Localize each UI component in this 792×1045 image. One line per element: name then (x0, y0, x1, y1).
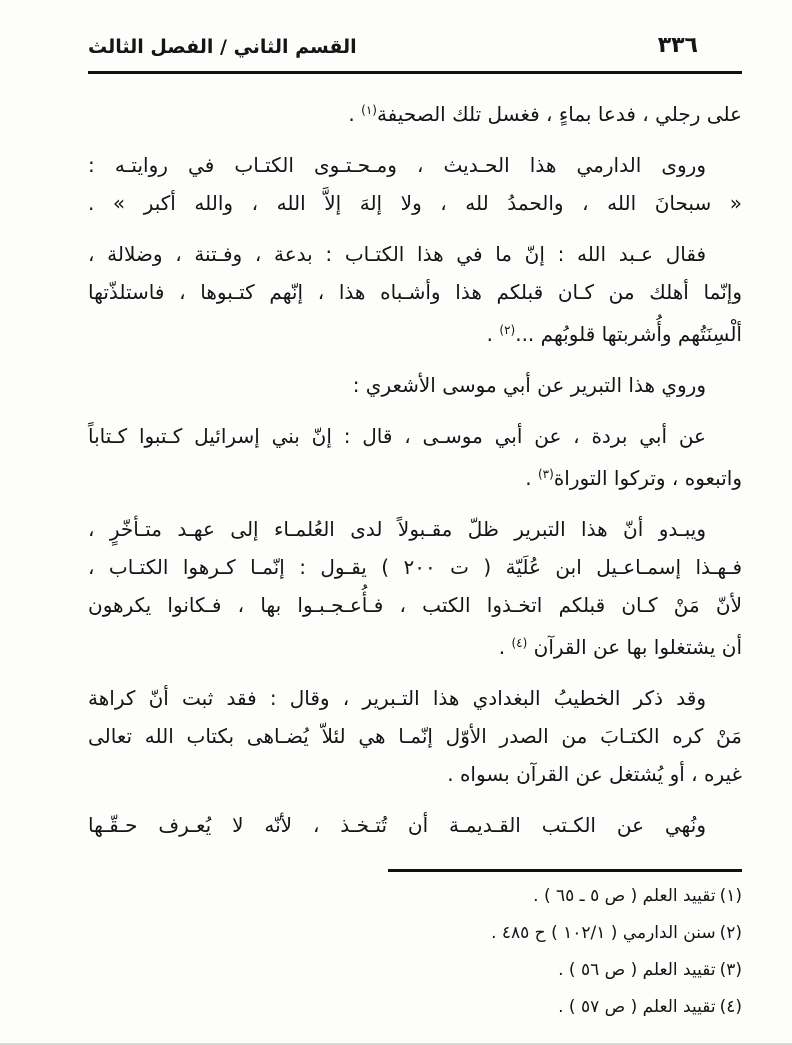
line-text: . (498, 635, 512, 659)
body-line (88, 235, 742, 273)
line-text: . (486, 322, 500, 346)
footnote-item (88, 989, 742, 1026)
footnote-marker: (١) (361, 103, 377, 117)
line-text: ويبـدو أنّ هذا التبرير ظلّ مقـبولاً لدى العُلمـاء إلى عهـد متـأخّرٍ ، (88, 517, 706, 541)
line-text: فقال عـبد الله : إنّ ما في هذا الكتـاب : بدعة ، وفـتنة ، وضلالة ، (88, 242, 706, 266)
line-text: فـهـذا إسمـاعـيل ابن عُلَيّة ( ت ٢٠٠ ) يقـول : إنّمـا كـرهوا الكتـاب ، (88, 555, 743, 579)
body-line (88, 806, 742, 844)
body-line (88, 273, 742, 311)
body-line (88, 146, 742, 184)
line-text: « سبحانَ الله ، والحمدُ لله ، ولا إلهَ إلاَّ الله ، والله أكبر » . (88, 191, 742, 215)
line-text: على رجلي ، فدعا بماءٍ ، فغسل تلك الصحيفة (376, 102, 742, 126)
page-number: ٣٣٦ (657, 33, 698, 58)
line-text: وروى الدارمي هذا الحـديث ، ومـحـتـوى الكتـاب في روايتـه : (88, 153, 706, 177)
line-text: ألْسِنَتُهم وأُشربتها قلوبُهم ... (515, 322, 742, 346)
footnotes (88, 878, 742, 1026)
footnote-separator (388, 869, 742, 872)
line-text: وروي هذا التبرير عن أبي موسى الأشعري : (352, 373, 706, 397)
body-line (88, 679, 742, 717)
line-text: واتبعوه ، وتركوا التوراة (553, 466, 742, 490)
footnote-text: تقييد العلم ( ص ٥٦ ) . (558, 960, 716, 980)
body-line (88, 586, 742, 624)
footnote-marker: (٣) (537, 467, 554, 481)
body-line (88, 455, 742, 497)
body-line (88, 184, 742, 222)
line-text: وقد ذكر الخطيبُ البغدادي هذا التـبرير ، وقال : فقد ثبت أنّ كراهة (88, 686, 706, 710)
body-line (88, 417, 742, 455)
footnote-number: (٣) (719, 960, 742, 980)
header-rule (88, 71, 742, 74)
footnote-text: تقييد العلم ( ص ٥٧ ) . (558, 997, 716, 1017)
footnote-item (88, 915, 742, 952)
line-text: . (348, 102, 362, 126)
line-text: مَنْ كره الكتـابَ من الصدر الأوّل إنّمـا هي لئلاّ يُضـاهى بكتاب الله تعالى (88, 724, 742, 748)
body-line (88, 366, 742, 404)
line-text: أن يشتغلوا بها عن القرآن (527, 635, 742, 659)
body-line (88, 624, 742, 666)
footnote-marker: (٢) (499, 323, 516, 337)
footnote-text: تقييد العلم ( ص ٥ ـ ٦٥ ) . (533, 886, 716, 906)
line-text: ونُهي عن الكـتب القـديمـة أن تُتـخـذ ، لأنّه لا يُعـرف حـقّـها (88, 813, 706, 837)
line-text: لأنّ مَنْ كـان قبلكم اتخـذوا الكتب ، فـأُعـجـبـوا بها ، فـكانوا يكرهون (88, 593, 742, 617)
footnote-item (88, 878, 742, 915)
footnote-number: (٤) (719, 997, 742, 1017)
body-text (88, 91, 742, 844)
footnote-marker: (٤) (511, 636, 528, 650)
line-text: عن أبي بردة ، عن أبي موسـى ، قال : إنّ بني إسرائيل كـتبوا كـتاباً (88, 424, 706, 448)
chapter-title: القسم الثاني / الفصل الثالث (88, 36, 357, 58)
body-line (88, 717, 742, 755)
body-line (88, 91, 742, 133)
line-text: غيره ، أو يُشتغل عن القرآن بسواه . (447, 762, 742, 786)
line-text: وإنّما أهلك من كـان قبلكم هذا وأشـباه هذا ، إنّهم كتـبوها ، فاستلذّتها (88, 280, 742, 304)
body-line (88, 311, 742, 353)
body-line (88, 548, 742, 586)
body-line (88, 755, 742, 793)
body-line (88, 510, 742, 548)
footnote-item (88, 952, 742, 989)
footnote-text: سنن الدارمي ( ١٠٢/١ ) ح ٤٨٥ . (491, 923, 716, 943)
page-header (88, 26, 742, 58)
footnote-number: (١) (719, 886, 742, 906)
footnote-number: (٢) (719, 923, 742, 943)
line-text: . (525, 466, 538, 490)
